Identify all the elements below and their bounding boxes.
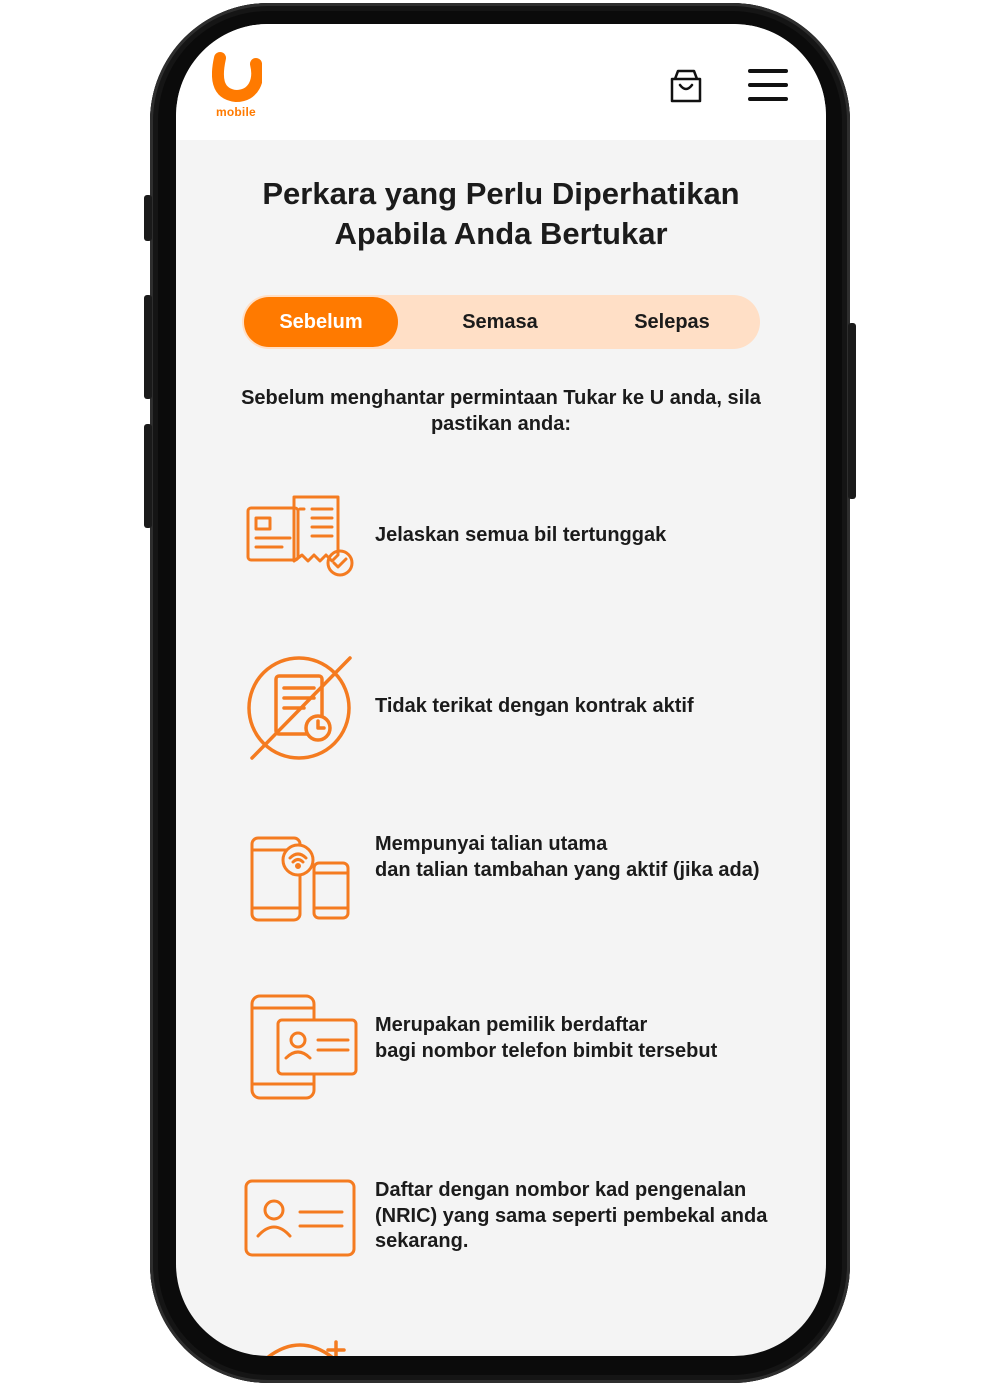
requirement-item: Daftar dengan nombor kad pengenalan (NRIC) yang sama seperti pembekal anda sekarang. bbox=[375, 1179, 768, 1252]
hamburger-menu-icon[interactable] bbox=[748, 69, 790, 103]
tab-sebelum[interactable]: Sebelum bbox=[244, 297, 398, 347]
next-item-icon bbox=[242, 1328, 358, 1356]
requirement-item: Mempunyai talian utama dan talian tambahan yang aktif (jika ada) bbox=[375, 833, 760, 881]
no-contract-icon bbox=[242, 650, 358, 766]
requirement-item: Merupakan pemilik berdaftar bagi nombor telefon bimbit tersebut bbox=[375, 1014, 718, 1062]
phone-side-button bbox=[144, 295, 152, 399]
phone-side-button bbox=[144, 424, 152, 528]
requirement-item: Tidak terikat dengan kontrak aktif bbox=[375, 695, 694, 717]
phone-lines-icon bbox=[242, 830, 358, 946]
intro-text: Sebelum menghantar permintaan Tukar ke U anda, sila pastikan anda: bbox=[241, 387, 761, 435]
shopping-bag-icon[interactable] bbox=[669, 68, 703, 104]
logo-text: mobile bbox=[216, 105, 256, 119]
phone-side-button bbox=[848, 323, 856, 499]
page-title: Perkara yang Perlu Diperhatikan Apabila Anda Bertukar bbox=[262, 176, 740, 251]
tab-semasa[interactable]: Semasa bbox=[462, 311, 538, 333]
id-card-icon bbox=[242, 1160, 358, 1276]
requirement-item: Jelaskan semua bil tertunggak bbox=[375, 524, 667, 546]
tab-selepas[interactable]: Selepas bbox=[634, 311, 710, 333]
phone-side-button bbox=[144, 195, 152, 241]
phone-screen bbox=[176, 24, 826, 1356]
app-header bbox=[176, 24, 826, 140]
tab-bar bbox=[242, 295, 760, 349]
bill-payment-icon bbox=[242, 491, 358, 607]
phone-owner-icon bbox=[242, 990, 358, 1106]
